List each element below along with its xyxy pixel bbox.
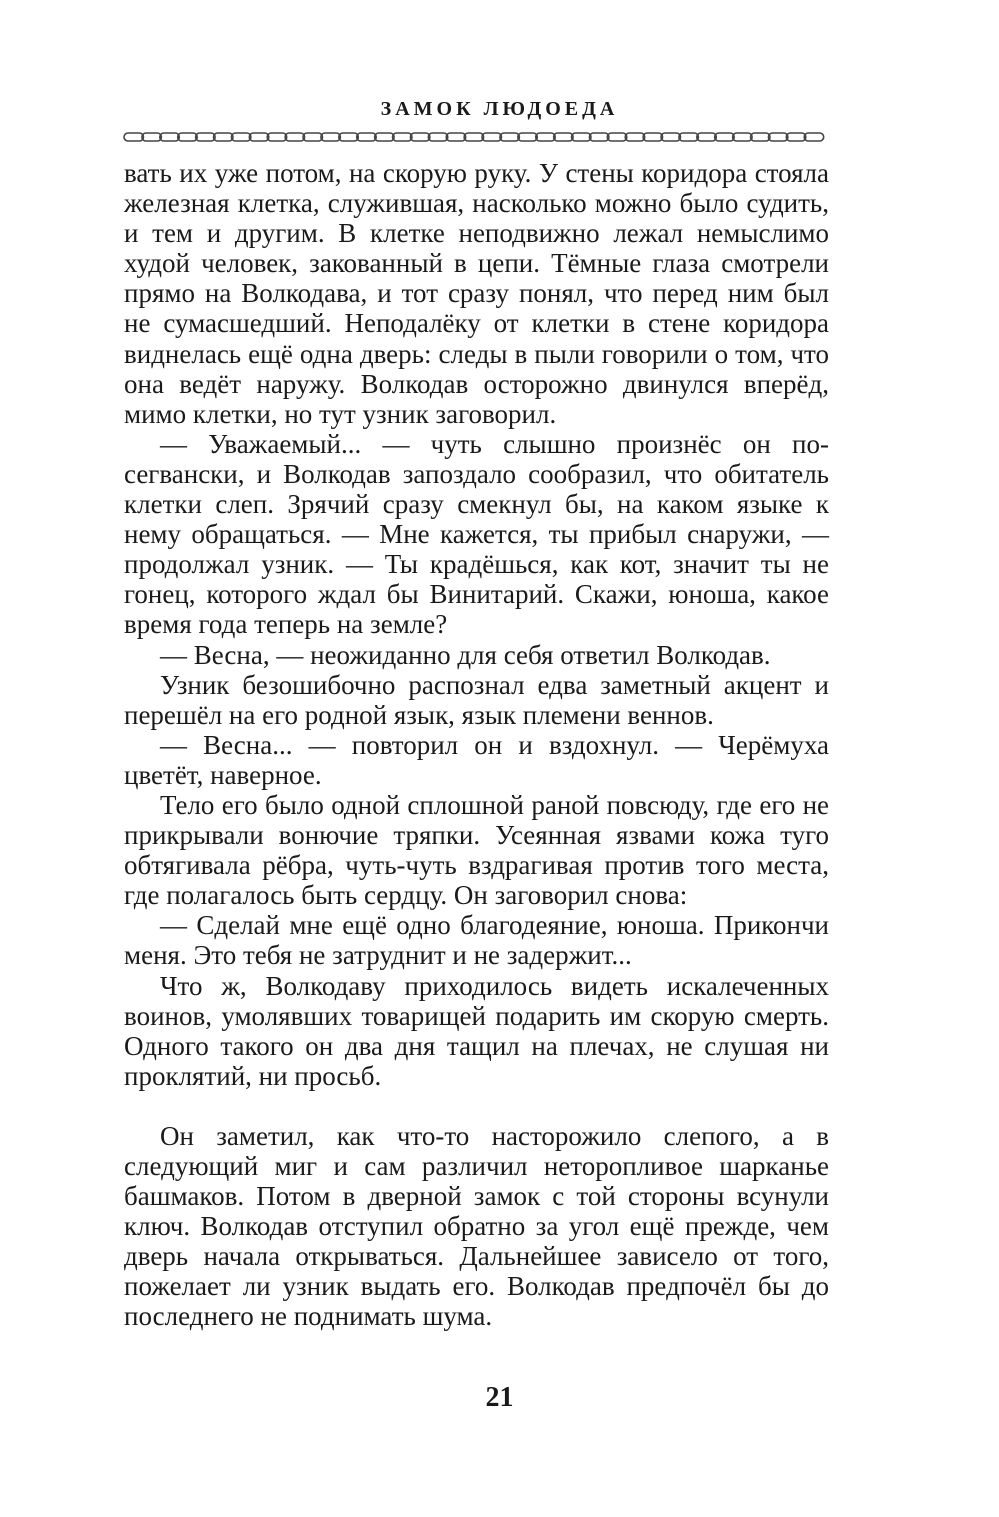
chain-link xyxy=(661,133,681,141)
chain-link xyxy=(500,133,520,141)
chain-link xyxy=(589,133,609,141)
paragraph-dialogue-spring: — Весна, — неожиданно для себя ответил Волкодав. xyxy=(160,639,771,670)
chain-link xyxy=(715,133,735,141)
chain-link xyxy=(214,133,234,141)
chain-link xyxy=(410,133,430,141)
body-text xyxy=(124,158,829,1332)
paragraph-continued: вать их уже потом, на скорую руку. У стены коридора стояла железная клетка, служившая, насколько можно было судить, и тем и другим. В клетке неподвижно лежал немыслимо худой человек, закованный в цепи. Тёмные глаза смотрели прямо на Волкодава, и тот сразу понял, что перед ним был не сумасшедший. Неподалёку от клетки в стене коридора виднелась ещё одна дверь: следы в пыли говорили о том, что она ведёт наружу. Волкодав осторожно двинулся вперёд, мимо клетки, но тут узник заговорил. xyxy=(124,158,829,429)
chain-link xyxy=(267,133,287,141)
chain-link xyxy=(375,133,395,141)
chain-link xyxy=(786,133,806,141)
paragraph-accent: Узник безошибочно распознал едва заметный акцент и перешёл на его родной язык, язык племени веннов. xyxy=(124,669,829,730)
chain-link xyxy=(303,133,323,141)
chain-link xyxy=(679,133,699,141)
chain-link xyxy=(249,133,268,141)
chain-link xyxy=(160,133,180,141)
chain-link xyxy=(124,133,144,141)
paragraph-footsteps: Он заметил, как что-то насторожило слепого, а в следующий миг и сам различил неторопливое шарканье башмаков. Потом в дверной замок с той стороны всунули ключ. Волкодав отступил обратно за угол ещё прежде, чем дверь начала открываться. Дальнейшее зависело от того, пожелает ли узник выдать его. Волкодав предпочёл бы до последнего не поднимать шума. xyxy=(124,1120,829,1332)
chain-link xyxy=(142,133,162,141)
paragraph-wounded-warriors: Что ж, Волкодаву приходилось видеть искалеченных воинов, умолявших товарищей подарить им скорую смерть. Одного такого он два дня тащил на плечах, не слушая ни проклятий, ни просьб. xyxy=(124,970,829,1091)
chain-link xyxy=(393,133,413,141)
chain-link xyxy=(231,133,251,141)
chain-link xyxy=(518,133,538,141)
paragraph-body-wounds: Тело его было одной сплошной раной повсюду, где его не прикрывали вонючие тряпки. Усеянная язвами кожа туго обтягивала рёбра, чуть-чуть вздрагивая против того места, где полагалось быть сердцу. Он заговорил снова: xyxy=(124,789,829,911)
chain-link xyxy=(196,133,216,141)
chain-link xyxy=(357,133,377,141)
chain-link xyxy=(572,133,592,141)
paragraph-dialogue-kill-me: — Сделай мне ещё одно благодеяние, юноша. Прикончи меня. Это тебя не затруднит и не задержит... xyxy=(124,910,829,971)
chain-link xyxy=(285,133,305,141)
chain-link xyxy=(607,133,627,141)
chain-link xyxy=(536,133,556,141)
chain-ornament-divider xyxy=(123,129,829,145)
page-number: 21 xyxy=(485,1382,514,1413)
chain-link xyxy=(697,133,717,141)
chain-link xyxy=(464,133,484,141)
chain-link xyxy=(178,133,198,141)
chain-link xyxy=(733,133,753,141)
chain-link xyxy=(643,133,663,141)
chain-link xyxy=(751,133,771,141)
chain-link xyxy=(321,133,341,141)
running-head-title: ЗАМОК ЛЮДОЕДА xyxy=(380,98,619,120)
chain-link xyxy=(446,133,466,141)
paragraph-dialogue-respected: — Уважаемый... — чуть слышно произнёс он по-сегвански, и Волкодав запоздало сообразил, что обитатель клетки слеп. Зрячий сразу смекнул бы, на каком языке к нему обращаться. — Мне кажется, ты прибыл снаружи, — продолжал узник. — Ты крадёшься, как кот, значит ты не гонец, которого ждал бы Винитарий. Скажи, юноша, какое время года теперь на земле? xyxy=(124,428,829,640)
chain-link xyxy=(625,133,645,141)
paragraph-dialogue-cherry: — Весна... — повторил он и вздохнул. — Черёмуха цветёт, наверное. xyxy=(124,729,829,790)
chain-link xyxy=(339,133,359,141)
chain-link xyxy=(554,133,574,141)
chain-link xyxy=(804,133,824,141)
chain-link xyxy=(482,133,502,141)
chain-link xyxy=(428,133,448,141)
chain-link xyxy=(768,133,788,141)
